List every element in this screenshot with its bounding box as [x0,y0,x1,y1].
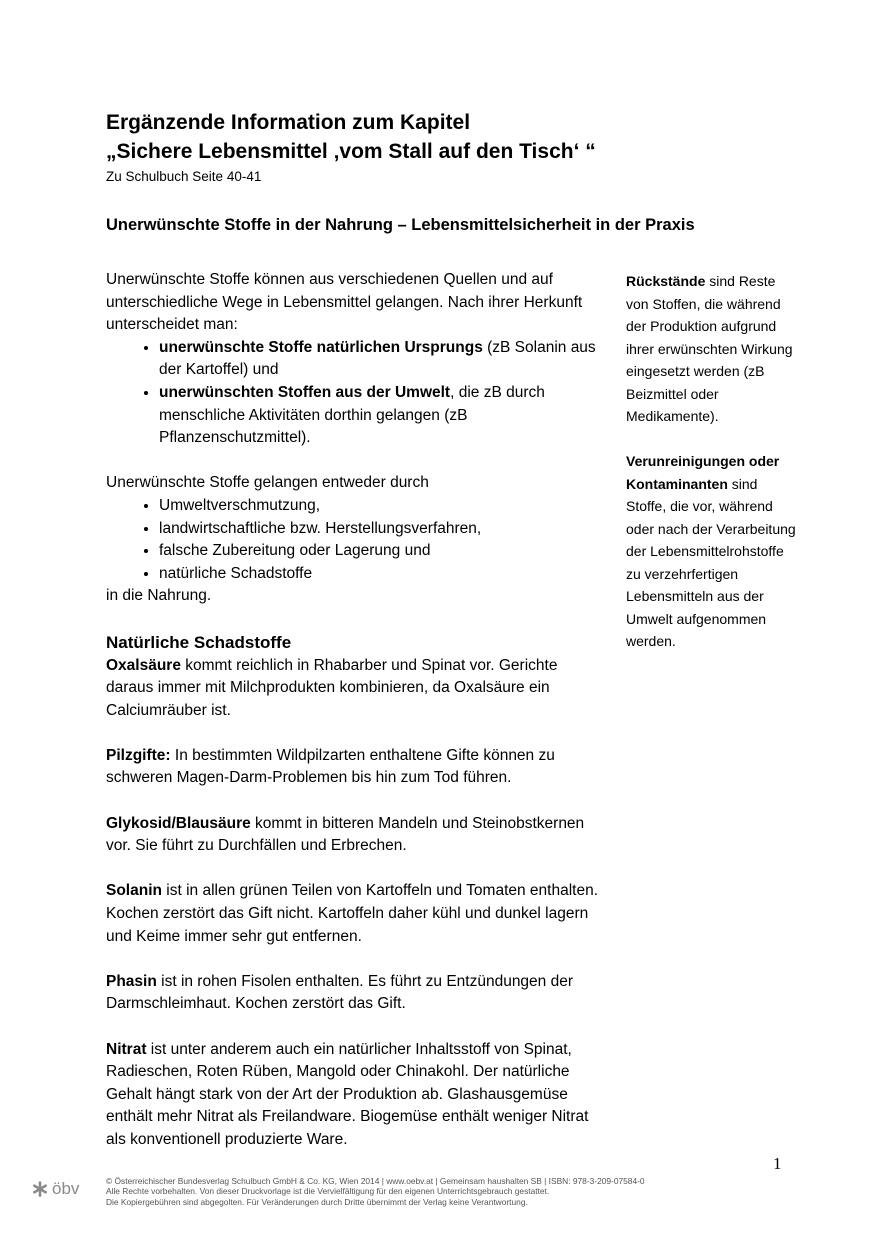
natural-toxins-heading: Natürliche Schadstoffe [106,632,292,652]
page-title [106,108,596,166]
entry-text: kommt reichlich in Rhabarber und Spinat vor. Gerichte daraus immer mit Milchprodukten kombinieren, da Oxalsäure ein Calciumräuber ist. [106,656,558,719]
entry-term: Solanin [106,882,162,900]
entry-phasin [106,971,606,1016]
entry-term: Glykosid/Blausäure [106,814,251,832]
glossary-sidebar [626,270,796,653]
origin-term: unerwünschten Stoffen aus der Umwelt [159,383,451,401]
origin-term: unerwünschte Stoffe natürlichen Ursprungs [159,338,483,356]
definition-term: Rückstände [626,273,706,289]
entry-glykosid [106,813,606,858]
definition-text: sind Reste von Stoffen, die während der Produktion aufgrund ihrer erwünschten Wirkung eingesetzt werden (zB Beizmittel oder Medikamente). [626,273,793,424]
paths-lead: Unerwünschte Stoffe gelangen entweder durch [106,474,429,492]
list-item: • Umweltverschmutzung, [159,495,606,518]
publisher-logo [32,1179,88,1199]
entry-term: Phasin [106,972,157,990]
paths-tail: in die Nahrung. [106,587,212,605]
list-item: • natürliche Schadstoffe [159,563,606,586]
definition-contaminants [626,450,796,653]
section-title: Unerwünschte Stoffe in der Nahrung – Lebensmittelsicherheit in der Praxis [106,216,695,234]
entry-text: In bestimmten Wildpilzarten enthaltene Gifte können zu schweren Magen-Darm-Problemen bis hin zum Tod führen. [106,746,555,787]
origin-text: , die zB durch menschliche Aktivitäten dorthin gelangen (zB Pflanzenschutzmittel). [159,383,545,447]
main-column [106,269,606,1152]
entry-text: ist in allen grünen Teilen von Kartoffeln und Tomaten enthalten. Kochen zerstört das Gift nicht. Kartoffeln daher kühl und dunkel lagern und Keime immer sehr gut entfernen. [106,882,599,945]
footer-line: Die Kopiergebühren sind abgegolten. Für Veränderungen durch Dritte übernimmt der Verlag keine Verantwortung. [106,1196,528,1207]
origin-list [106,337,606,450]
footer-line: © Österreichischer Bundesverlag Schulbuch GmbH & Co. KG, Wien 2014 | www.oebv.at | Gemeinsam haushalten SB | ISBN: 978-3-209-07584-0 [106,1176,645,1186]
title-line-2: „Sichere Lebensmittel ‚vom Stall auf den Tisch‘ “ [106,140,596,163]
footer-line: Alle Rechte vorbehalten. Von dieser Druckvorlage ist die Vervielfältigung für den eigenen Unterrichtsgebrauch gestattet. [106,1186,550,1197]
entry-term: Pilzgifte: [106,746,171,764]
entry-nitrat [106,1039,606,1152]
obv-star-icon [32,1181,48,1197]
list-item [159,382,606,450]
entry-oxalsaeure [106,655,606,723]
paths-list [106,495,606,585]
logo-text: öbv [52,1179,80,1198]
definition-text: sind Stoffe, die vor, während oder nach der Verarbeitung der Lebensmittelrohstoffe zu verzehrfertigen Lebensmitteln aus der Umwelt aufgenommen werden. [626,475,796,650]
page-number: 1 [773,1154,782,1173]
list-item: • landwirtschaftliche bzw. Herstellungsverfahren, [159,518,606,541]
list-item [159,337,606,382]
title-line-1: Ergänzende Information zum Kapitel [106,111,471,134]
entry-text: ist unter anderem auch ein natürlicher Inhaltsstoff von Spinat, Radieschen, Roten Rüben, Mangold oder Chinakohl. Der natürliche Gehalt hängt stark von der Art der Produktion ab. Glashausgemüse enthält mehr Nitrat als Freilandware. Biogemüse enthält weniger Nitrat als konventionell produzierte Ware. [106,1040,589,1148]
textbook-reference: Zu Schulbuch Seite 40-41 [106,169,262,184]
entry-pilzgifte [106,745,606,790]
entry-term: Oxalsäure [106,656,181,674]
copyright-footer [106,1176,806,1207]
definition-term: Verunreinigungen oder Kontaminanten [626,453,780,492]
entry-text: kommt in bitteren Mandeln und Steinobstkernen vor. Sie führt zu Durchfällen und Erbrechen. [106,814,585,855]
entry-solanin [106,880,606,948]
intro-text: Unerwünschte Stoffe können aus verschiedenen Quellen und auf unterschiedliche Wege in Lebensmittel gelangen. Nach ihrer Herkunft unterscheidet man: [106,271,583,334]
list-item: • falsche Zubereitung oder Lagerung und [159,540,606,563]
entry-term: Nitrat [106,1040,147,1058]
definition-residues [626,270,796,428]
origin-text: (zB Solanin aus der Kartoffel) und [159,338,596,379]
entry-text: ist in rohen Fisolen enthalten. Es führt zu Entzündungen der Darmschleimhaut. Kochen zerstört das Gift. [106,972,574,1013]
